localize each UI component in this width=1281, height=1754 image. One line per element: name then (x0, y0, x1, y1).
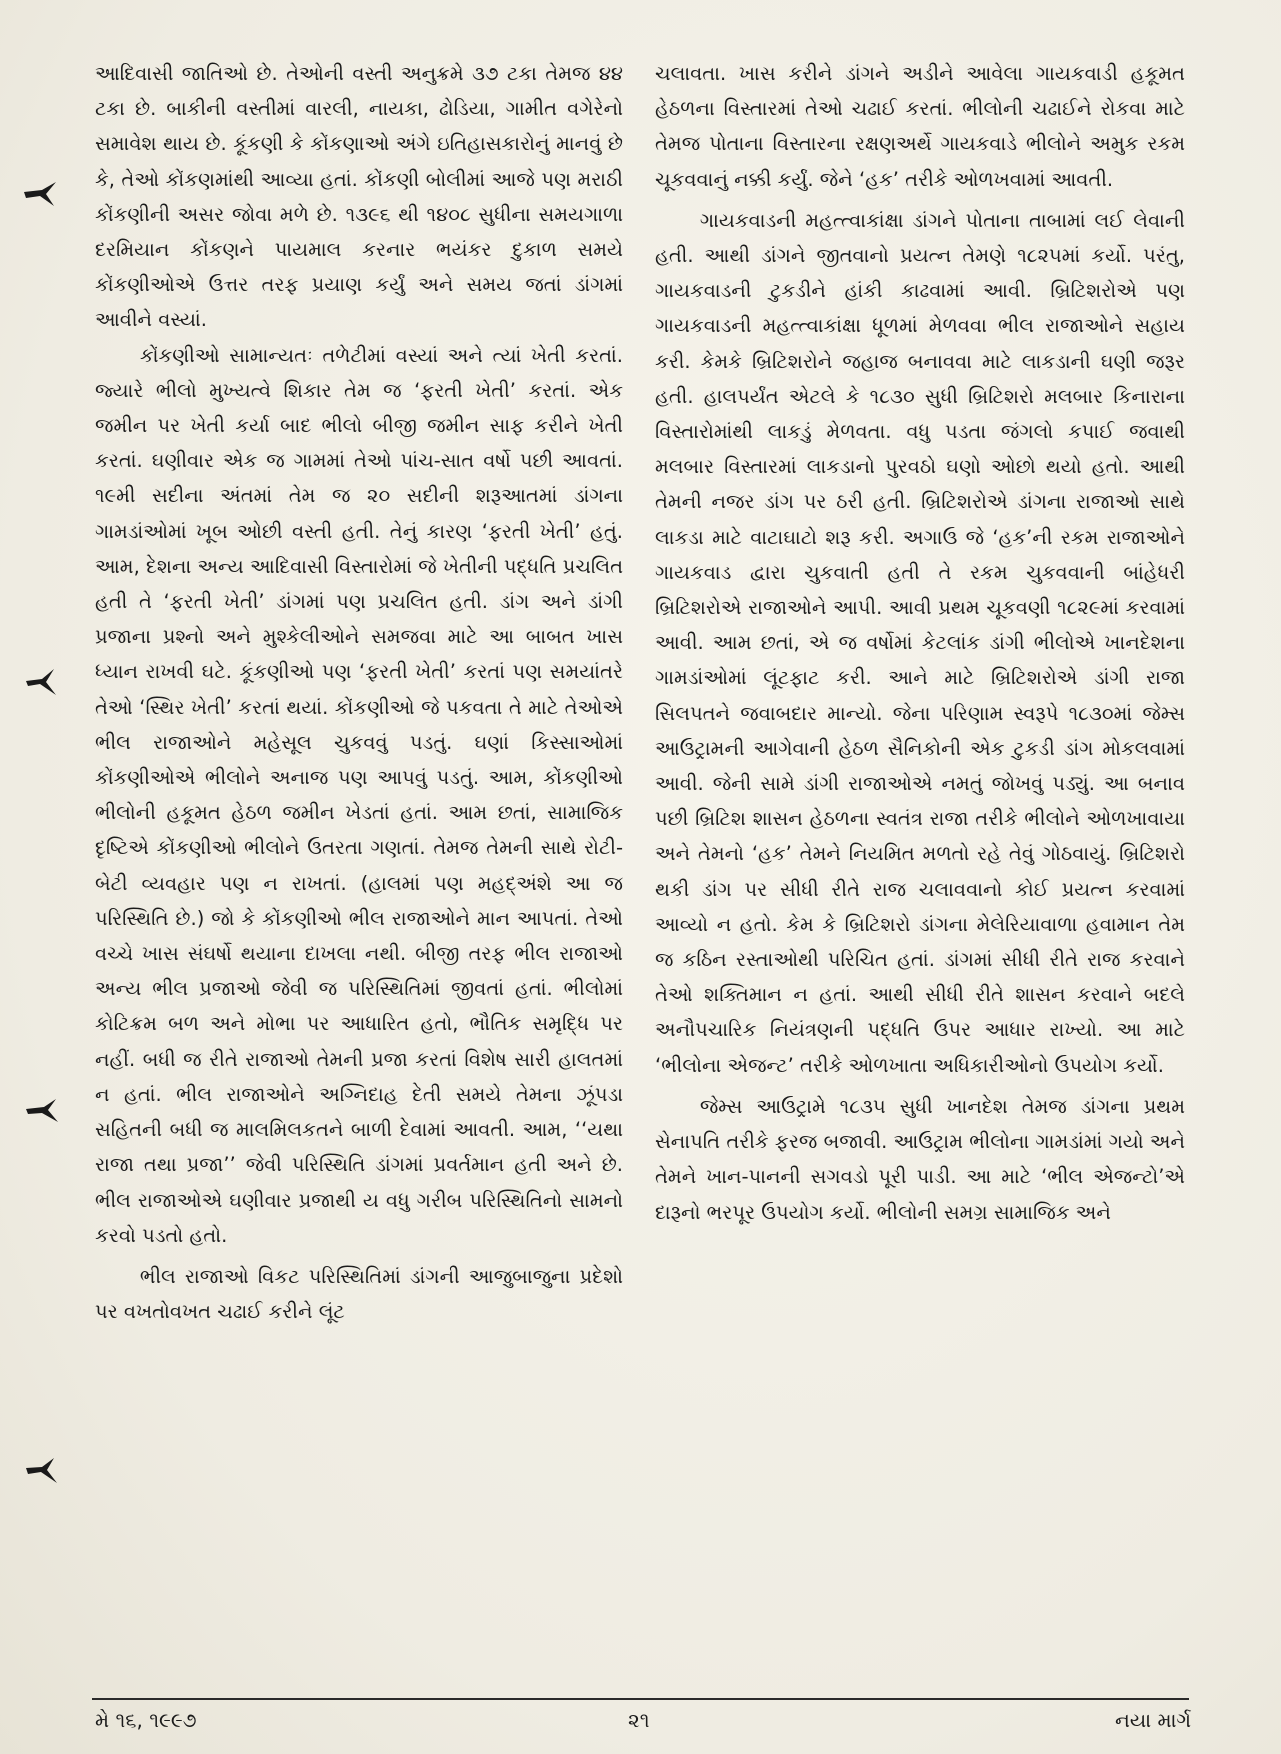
paragraph: જેમ્સ આઉટ્રામે ૧૮૩૫ સુધી ખાનદેશ તેમજ ડાંગના પ્રથમ સેનાપતિ તરીકે ફરજ બજાવી. આઉટ્રામ ભીલોના ગામડાંમાં ગયો અને તેમને ખાન-પાનની સગવડો પૂરી પાડી. આ માટે ‘ભીલ એજન્ટો’એ દારૂનો ભરપૂર ઉપયોગ કર્યો. ભીલોની સમગ્ર સામાજિક અને (655, 1094, 1185, 1224)
margin-mark-icon (22, 180, 58, 210)
margin-mark-icon (24, 667, 60, 697)
paragraph: કોંકણીઓ સામાન્યતઃ તળેટીમાં વસ્યાં અને ત્યાં ખેતી કરતાં. જ્યારે ભીલો મુખ્યત્વે શિકાર તેમ જ ‘ફરતી ખેતી’ કરતાં. એક જમીન પર ખેતી કર્યા બાદ ભીલો બીજી જમીન સાફ કરીને ખેતી કરતાં. ઘણીવાર એક જ ગામમાં તેઓ પાંચ-સાત વર્ષો પછી આવતાં. ૧૯મી સદીના અંતમાં તેમ જ ૨૦ સદીની શરૂઆતમાં ડાંગના ગામડાંઓમાં ખૂબ ઓછી વસ્તી હતી. તેનું કારણ ‘ફરતી ખેતી’ હતું. આમ, દેશના અન્ય આદિવાસી વિસ્તારોમાં જે ખેતીની પદ્ધતિ પ્રચલિત હતી તે ‘ફરતી ખેતી’ ડાંગમાં પણ પ્રચલિત હતી. ડાંગ અને ડાંગી પ્રજાના પ્રશ્નો અને મુશ્કેલીઓને સમજવા માટે આ બાબત ખાસ ધ્યાન રાખવી ઘટે. કૂંકણીઓ પણ ‘ફરતી ખેતી’ કરતાં પણ સમયાંતરે તેઓ ‘સ્થિર ખેતી’ કરતાં થયાં. કોંકણીઓ જે પકવતા તે માટે તેઓએ ભીલ રાજાઓને મહેસૂલ ચુકવવું પડતું. ઘણાં કિસ્સાઓમાં કોંકણીઓએ ભીલોને અનાજ પણ આપવું પડતું. આમ, કોંકણીઓ ભીલોની હકૂમત હેઠળ જમીન ખેડતાં હતાં. આમ છતાં, સામાજિક દૃષ્ટિએ કોંકણીઓ ભીલોને ઉતરતા ગણતાં. તેમજ તેમની સાથે રોટી-બેટી વ્યવહાર પણ ન રાખતાં. (હાલમાં પણ મહદ્અંશે આ જ પરિસ્થિતિ છે.) જો કે કોંકણીઓ ભીલ રાજાઓને માન આપતાં. તેઓ વચ્ચે ખાસ સંઘર્ષો થયાના દાખલા નથી. બીજી તરફ ભીલ રાજાઓ અન્ય ભીલ પ્રજાઓ જેવી જ પરિસ્થિતિમાં જીવતાં હતાં. ભીલોમાં કોટિક્રમ બળ અને મોભા પર આધારિત હતો, ભૌતિક સમૃદ્ધિ પર નહીં. બધી જ રીતે રાજાઓ તેમની પ્રજા કરતાં વિશેષ સારી હાલતમાં ન હતાં. ભીલ રાજાઓને અગ્નિદાહ દેતી સમયે તેમના ઝૂંપડા સહિતની બધી જ માલમિલકતને બાળી દેવામાં આવતી. આમ, ‘‘યથા રાજા તથા પ્રજા’’ જેવી પરિસ્થિતિ ડાંગમાં પ્રવર્તમાન હતી અને છે. ભીલ રાજાઓએ ઘણીવાર પ્રજાથી ય વધુ ગરીબ પરિસ્થિતિનો સામનો કરવો પડતો હતો. (95, 343, 623, 1247)
paragraph: આદિવાસી જાતિઓ છે. તેઓની વસ્તી અનુક્રમે ૩૭ ટકા તેમજ ૪૪ ટકા છે. બાકીની વસ્તીમાં વારલી, નાયકા, ઢોડિયા, ગામીત વગેરેનો સમાવેશ થાય છે. કૂંકણી કે કોંકણાઓ અંગે ઇતિહાસકારોનું માનવું છે કે, તેઓ કોંકણમાંથી આવ્યા હતાં. કોંકણી બોલીમાં આજે પણ મરાઠી કોંકણીની અસર જોવા મળે છે. ૧૩૯૬ થી ૧૪૦૮ સુધીના સમયગાળા દરમિયાન કોંકણને પાયમાલ કરનાર ભયંકર દુકાળ સમયે કોંકણીઓએ ઉત્તર તરફ પ્રયાણ કર્યું અને સમય જતાં ડાંગમાં આવીને વસ્યાં. (95, 62, 623, 332)
left-text-column (95, 56, 623, 1329)
page-number: ૨૧ (628, 1708, 650, 1732)
footer-date: મે ૧૬, ૧૯૯૭ (95, 1708, 197, 1732)
footer-divider (92, 1698, 1189, 1700)
margin-mark-icon (24, 1456, 60, 1486)
paragraph: ગાયકવાડની મહત્ત્વાકાંક્ષા ડાંગને પોતાના તાબામાં લઈ લેવાની હતી. આથી ડાંગને જીતવાનો પ્રયત્ન તેમણે ૧૮૨૫માં કર્યો. પરંતુ, ગાયકવાડની ટુકડીને હાંકી કાઢવામાં આવી. બ્રિટિશરોએ પણ ગાયકવાડની મહત્ત્વાકાંક્ષા ધૂળમાં મેળવવા ભીલ રાજાઓને સહાય કરી. કેમકે બ્રિટિશરોને જહાજ બનાવવા માટે લાકડાની ઘણી જરૂર હતી. હાલપર્યંત એટલે કે ૧૮૩૦ સુધી બ્રિટિશરો મલબાર કિનારાના વિસ્તારોમાંથી લાકડું મેળવતા. વધુ પડતા જંગલો કપાઈ જવાથી મલબાર વિસ્તારમાં લાકડાનો પુરવઠો ઘણો ઓછો થયો હતો. આથી તેમની નજર ડાંગ પર ઠરી હતી. બ્રિટિશરોએ ડાંગના રાજાઓ સાથે લાકડા માટે વાટાઘાટો શરૂ કરી. અગાઉ જે ‘હક’ની રકમ રાજાઓને ગાયકવાડ દ્વારા ચુકવાતી હતી તે રકમ ચુકવવાની બાંહેધરી બ્રિટિશરોએ રાજાઓને આપી. આવી પ્રથમ ચૂકવણી ૧૮૨૯માં કરવામાં આવી. આમ છતાં, એ જ વર્ષોમાં કેટલાંક ડાંગી ભીલોએ ખાનદેશના ગામડાંઓમાં લૂંટફાટ કરી. આને માટે બ્રિટિશરોએ ડાંગી રાજા સિલપતને જવાબદાર માન્યો. જેના પરિણામ સ્વરૂપે ૧૮૩૦માં જેમ્સ આઉટ્રામની આગેવાની હેઠળ સૈનિકોની એક ટુકડી ડાંગ મોકલવામાં આવી. જેની સામે ડાંગી રાજાઓએ નમતું જોખવું પડ્યું. આ બનાવ પછી બ્રિટિશ શાસન હેઠળના સ્વતંત્ર રાજા તરીકે ભીલોને ઓળખાવાયા અને તેમનો ‘હક’ તેમને નિયમિત મળતો રહે તેવું ગોઠવાયું. બ્રિટિશરો થકી ડાંગ પર સીધી રીતે રાજ ચલાવવાનો કોઈ પ્રયત્ન કરવામાં આવ્યો ન હતો. કેમ કે બ્રિટિશરો ડાંગના મેલેરિયાવાળા હવામાન તેમ જ કઠિન રસ્તાઓથી પરિચિત હતાં. ડાંગમાં સીધી રીતે રાજ કરવાને તેઓ શક્તિમાન ન હતાં. આથી સીધી રીતે શાસન કરવાને બદલે અનૌપચારિક નિયંત્રણની પદ્ધતિ ઉપર આધાર રાખ્યો. આ માટે ‘ભીલોના એજન્ટ’ તરીકે ઓળખાતા અધિકારીઓનો ઉપયોગ કર્યો. (655, 208, 1185, 1077)
right-text-column (655, 56, 1185, 1230)
paragraph: ચલાવતા. ખાસ કરીને ડાંગને અડીને આવેલા ગાયકવાડી હકૂમત હેઠળના વિસ્તારમાં તેઓ ચઢાઈ કરતાં. ભીલોની ચઢાઈને રોકવા માટે તેમજ પોતાના વિસ્તારના રક્ષણઅર્થે ગાયકવાડે ભીલોને અમુક રકમ ચૂકવવાનું નક્કી કર્યું. જેને ‘હક’ તરીકે ઓળખવામાં આવતી. (655, 62, 1185, 191)
publication-name: નયા માર્ગ (1115, 1708, 1192, 1732)
paragraph: ભીલ રાજાઓ વિકટ પરિસ્થિતિમાં ડાંગની આજુબાજુના પ્રદેશો પર વખતોવખત ચઢાઈ કરીને લૂંટ (95, 1264, 623, 1324)
margin-mark-icon (24, 1096, 60, 1126)
